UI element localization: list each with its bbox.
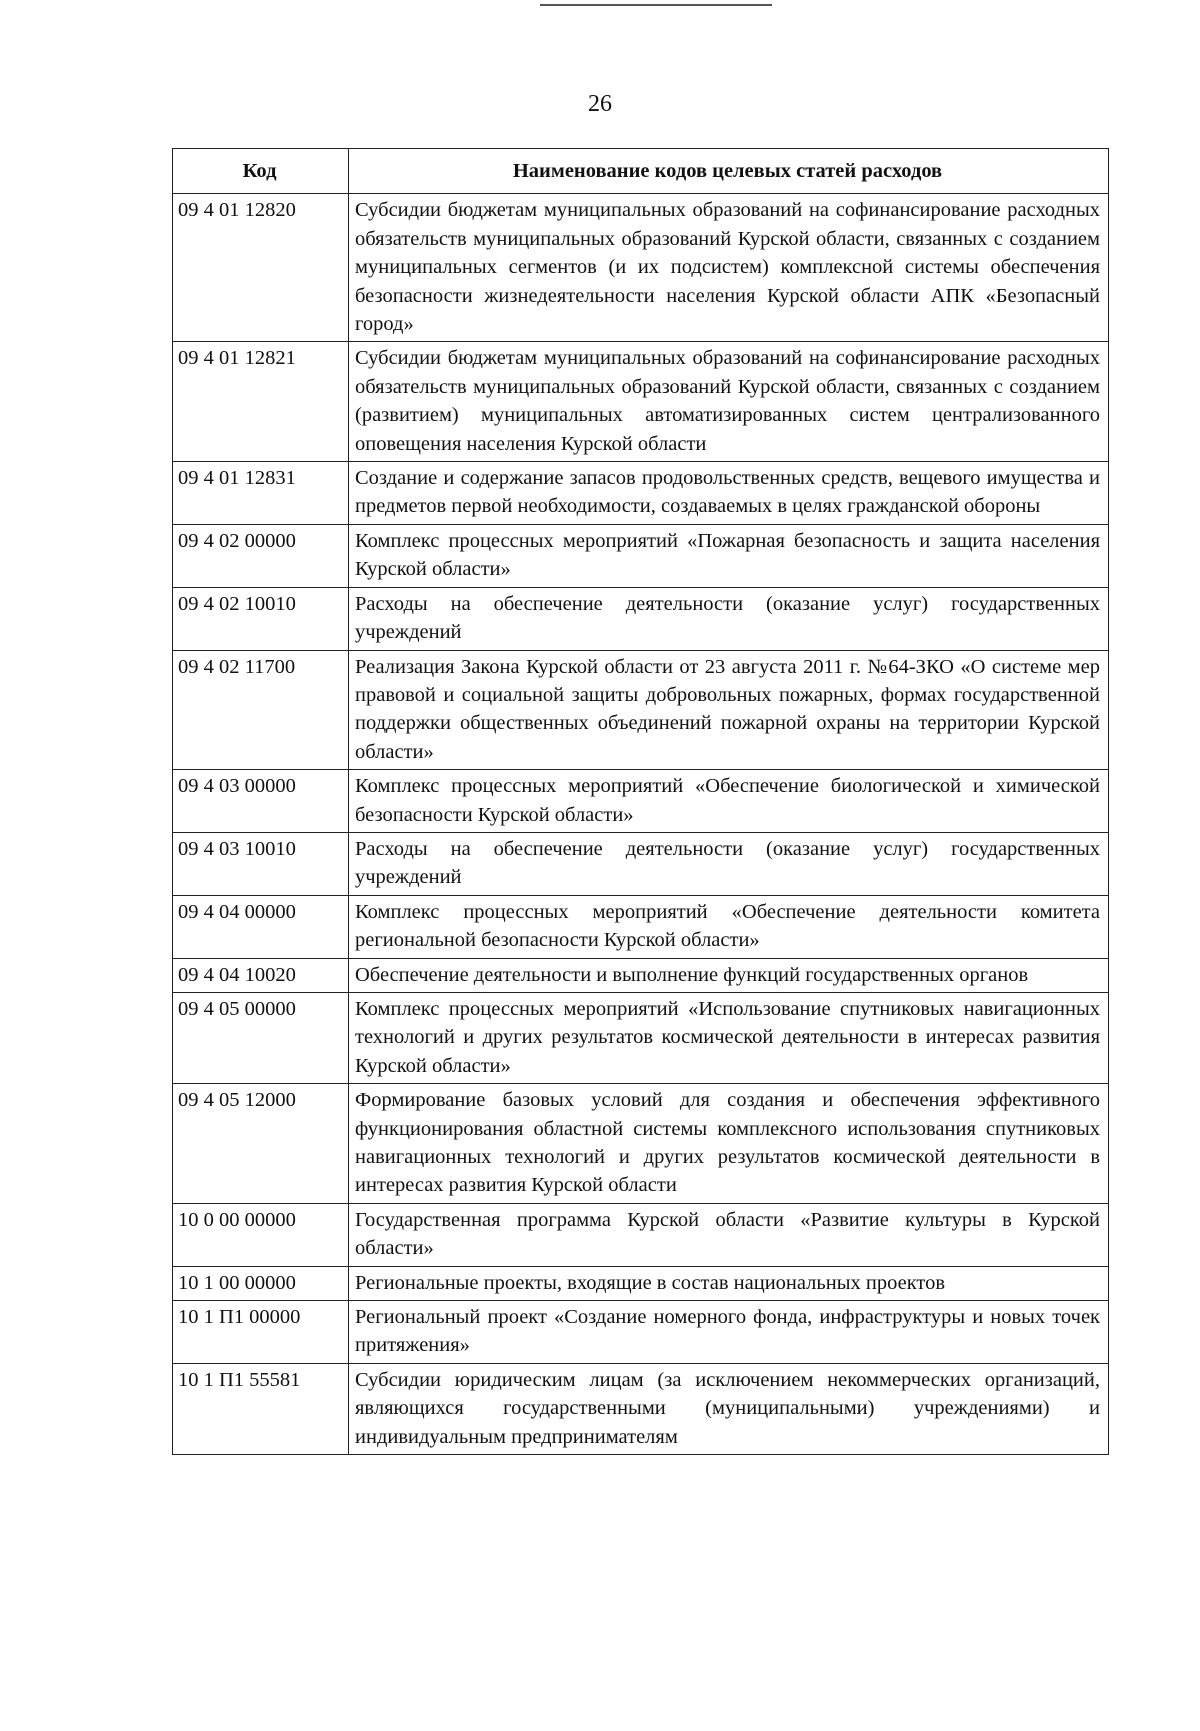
- cell-name: Формирование базовых условий для создания и обеспечения эффективного функционирования областной системы комплексного использования спутниковых навигационных технологий и других результатов космической деятельности в интересах развития Курской области: [349, 1084, 1109, 1204]
- target-expense-codes-table: [172, 148, 1109, 1455]
- cell-code: 09 4 05 00000: [173, 992, 349, 1083]
- cell-code: 09 4 02 00000: [173, 524, 349, 587]
- cell-code: 09 4 03 00000: [173, 770, 349, 833]
- cell-code: 09 4 03 10010: [173, 832, 349, 895]
- table-row: [173, 462, 1109, 525]
- cell-name: Региональные проекты, входящие в состав национальных проектов: [349, 1266, 1109, 1300]
- table-row: [173, 958, 1109, 992]
- table-row: [173, 650, 1109, 770]
- table-header-row: [173, 149, 1109, 194]
- cell-code: 09 4 01 12831: [173, 462, 349, 525]
- cell-name: Расходы на обеспечение деятельности (оказание услуг) государственных учреждений: [349, 832, 1109, 895]
- table-row: [173, 1301, 1109, 1364]
- cell-code: 09 4 04 00000: [173, 895, 349, 958]
- cell-name: Обеспечение деятельности и выполнение функций государственных органов: [349, 958, 1109, 992]
- page-number: 26: [588, 91, 612, 117]
- cell-code: 10 1 00 00000: [173, 1266, 349, 1300]
- table-row: [173, 1203, 1109, 1266]
- cell-code: 09 4 05 12000: [173, 1084, 349, 1204]
- table-row: [173, 1266, 1109, 1300]
- table-row: [173, 770, 1109, 833]
- table-row: [173, 895, 1109, 958]
- cell-name: Комплекс процессных мероприятий «Обеспечение деятельности комитета региональной безопасности Курской области»: [349, 895, 1109, 958]
- header-code: Код: [173, 149, 349, 194]
- cell-name: Комплекс процессных мероприятий «Использование спутниковых навигационных технологий и других результатов космической деятельности в интересах развития Курской области»: [349, 992, 1109, 1083]
- cell-code: 10 1 П1 00000: [173, 1301, 349, 1364]
- cell-name: Субсидии бюджетам муниципальных образований на софинансирование расходных обязательств муниципальных образований Курской области, связанных с созданием (развитием) муниципальных автоматизированных систем централизованного оповещения населения Курской области: [349, 342, 1109, 462]
- cell-name: Создание и содержание запасов продовольственных средств, вещевого имущества и предметов первой необходимости, создаваемых в целях гражданской обороны: [349, 462, 1109, 525]
- cell-name: Субсидии юридическим лицам (за исключением некоммерческих организаций, являющихся государственными (муниципальными) учреждениями) и индивидуальным предпринимателям: [349, 1363, 1109, 1454]
- top-decorative-rule: [540, 4, 772, 6]
- cell-name: Комплекс процессных мероприятий «Пожарная безопасность и защита населения Курской области»: [349, 524, 1109, 587]
- cell-code: 09 4 01 12821: [173, 342, 349, 462]
- table-row: [173, 587, 1109, 650]
- cell-name: Субсидии бюджетам муниципальных образований на софинансирование расходных обязательств муниципальных образований Курской области, связанных с созданием муниципальных сегментов (и их подсистем) комплексной системы обеспечения безопасности жизнедеятельности населения Курской области АПК «Безопасный город»: [349, 194, 1109, 342]
- cell-name: Реализация Закона Курской области от 23 августа 2011 г. №64-ЗКО «О системе мер правовой и социальной защиты добровольных пожарных, формах государственной поддержки общественных объединений пожарной охраны на территории Курской области»: [349, 650, 1109, 770]
- table-row: [173, 524, 1109, 587]
- table-row: [173, 1084, 1109, 1204]
- table-row: [173, 194, 1109, 342]
- cell-name: Государственная программа Курской области «Развитие культуры в Курской области»: [349, 1203, 1109, 1266]
- table-row: [173, 832, 1109, 895]
- table-row: [173, 992, 1109, 1083]
- table-row: [173, 342, 1109, 462]
- cell-name: Региональный проект «Создание номерного фонда, инфраструктуры и новых точек притяжения»: [349, 1301, 1109, 1364]
- cell-code: 10 0 00 00000: [173, 1203, 349, 1266]
- cell-name: Комплекс процессных мероприятий «Обеспечение биологической и химической безопасности Курской области»: [349, 770, 1109, 833]
- cell-code: 09 4 02 11700: [173, 650, 349, 770]
- table-body: [173, 194, 1109, 1455]
- cell-code: 10 1 П1 55581: [173, 1363, 349, 1454]
- cell-code: 09 4 02 10010: [173, 587, 349, 650]
- table-row: [173, 1363, 1109, 1454]
- cell-code: 09 4 04 10020: [173, 958, 349, 992]
- cell-name: Расходы на обеспечение деятельности (оказание услуг) государственных учреждений: [349, 587, 1109, 650]
- cell-code: 09 4 01 12820: [173, 194, 349, 342]
- header-name: Наименование кодов целевых статей расходов: [349, 149, 1109, 194]
